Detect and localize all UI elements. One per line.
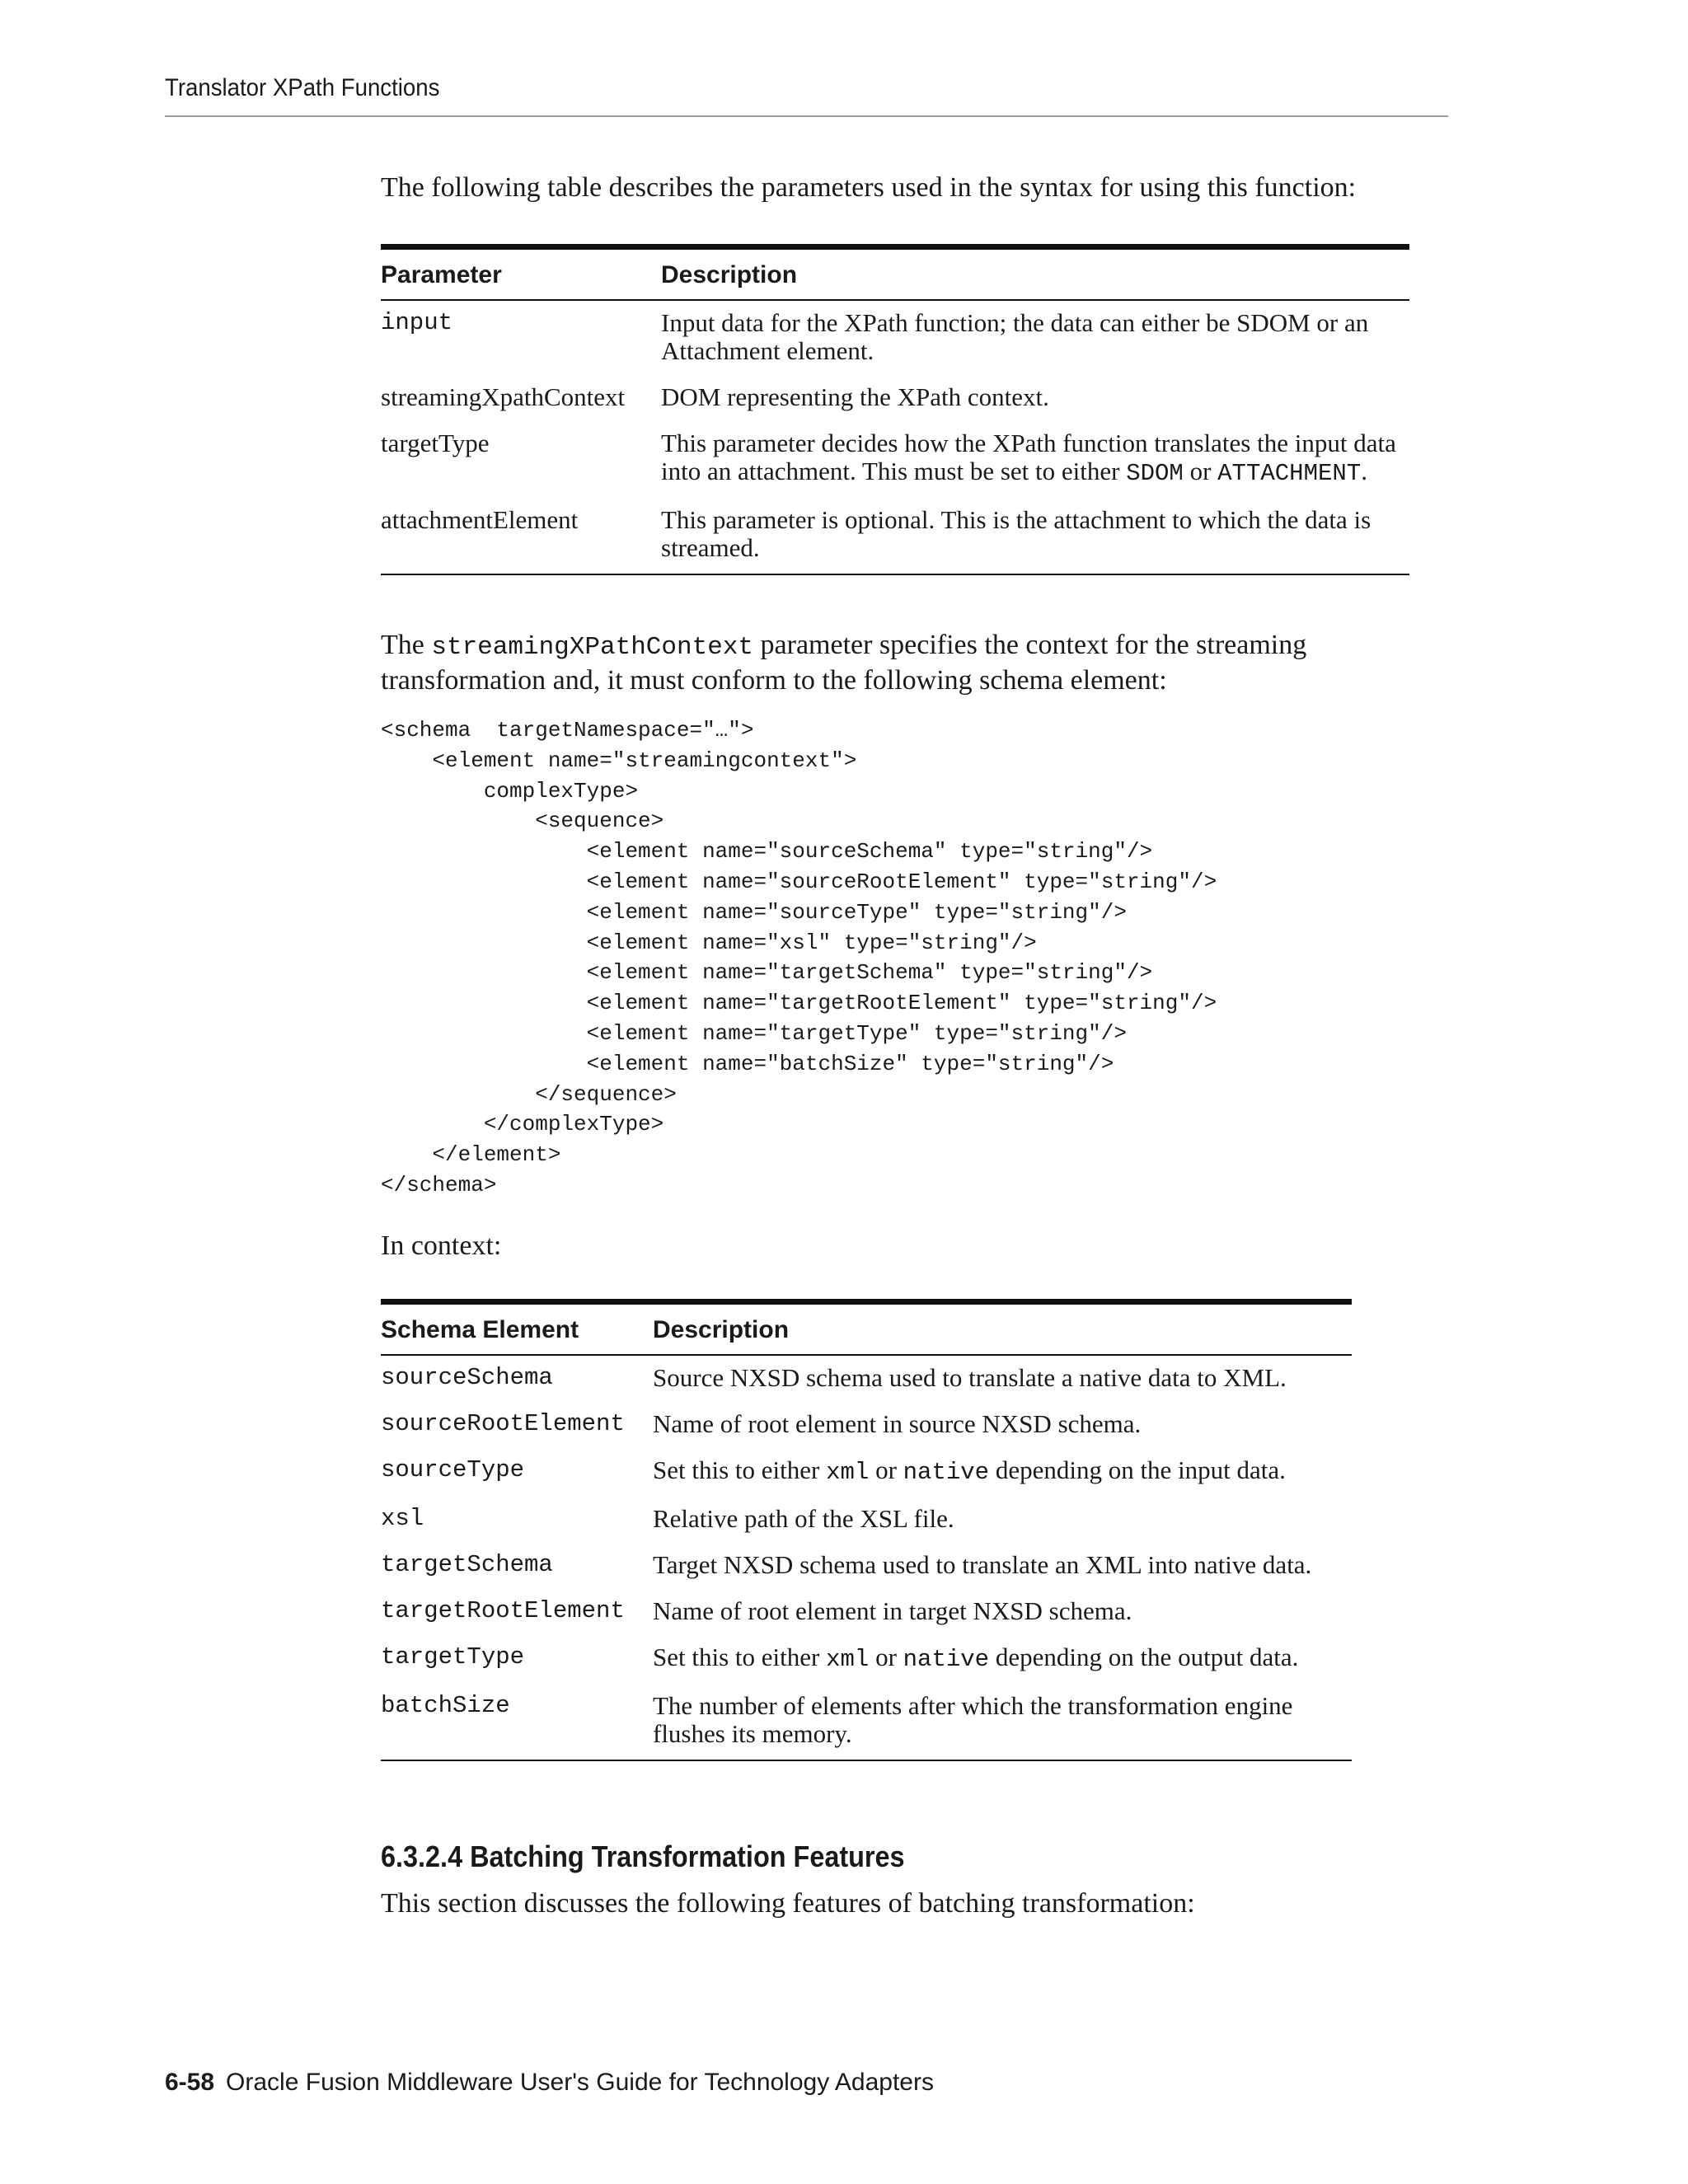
page-number: 6-58	[165, 2069, 215, 2096]
schema-element-description: Target NXSD schema used to translate an XML into native data.	[653, 1550, 1312, 1579]
desc-code: xml	[826, 1459, 870, 1486]
param-name: input	[381, 309, 453, 336]
desc-text: or	[1183, 457, 1218, 485]
table-row	[381, 1355, 1352, 1402]
schema-element-description: Name of root element in source NXSD schema.	[653, 1409, 1142, 1438]
parameters-table	[381, 244, 1409, 575]
desc-code: xml	[826, 1646, 870, 1673]
table-row	[381, 498, 1409, 574]
param-name: streamingXpathContext	[381, 382, 626, 411]
table-row	[381, 1684, 1352, 1760]
schema-element-description	[653, 1635, 1352, 1684]
desc-text: Set this to either	[653, 1455, 827, 1484]
intro-paragraph: The following table describes the parameters used in the syntax for using this function:	[381, 172, 1357, 203]
schema-element-description: The number of elements after which the transformation engine flushes its memory.	[653, 1691, 1293, 1748]
schema-element-name: sourceRootElement	[381, 1410, 625, 1437]
param-name: attachmentElement	[381, 505, 579, 534]
schema-element-name: sourceType	[381, 1456, 525, 1483]
column-header-description: Description	[661, 261, 798, 288]
section-paragraph: This section discusses the following features of batching transformation:	[381, 1888, 1195, 1919]
desc-code: native	[903, 1459, 990, 1486]
table-header-row	[381, 247, 1409, 301]
param-description	[661, 421, 1409, 498]
schema-element-name: xsl	[381, 1505, 424, 1532]
schema-element-description: Relative path of the XSL file.	[653, 1504, 954, 1533]
book-title: Oracle Fusion Middleware User's Guide for Technology Adapters	[226, 2069, 934, 2096]
param-description: DOM representing the XPath context.	[661, 382, 1049, 411]
table-row	[381, 375, 1409, 421]
table-row	[381, 1543, 1352, 1589]
context-paragraph	[381, 629, 1306, 697]
table-header-row	[381, 1302, 1352, 1356]
desc-code: ATTACHMENT	[1217, 460, 1362, 487]
table-row	[381, 300, 1409, 375]
schema-element-name: targetSchema	[381, 1551, 553, 1578]
in-context-label: In context:	[381, 1230, 502, 1261]
desc-text: or	[869, 1643, 903, 1671]
param-name: targetType	[381, 429, 490, 457]
header-rule	[165, 115, 1448, 117]
schema-element-name: targetType	[381, 1643, 525, 1671]
table-row	[381, 421, 1409, 498]
table-row	[381, 1589, 1352, 1635]
desc-text: depending on the input data.	[989, 1455, 1286, 1484]
param-description: Input data for the XPath function; the data can either be SDOM or an Attachment element.	[661, 308, 1369, 365]
desc-code: native	[903, 1646, 990, 1673]
table-row	[381, 1635, 1352, 1684]
param-description: This parameter is optional. This is the attachment to which the data is streamed.	[661, 505, 1372, 562]
schema-code-block: <schema targetNamespace="…"> <element name="streamingcontext"> complexType> <sequence> <element name="sourceSchema" type="string"/> <element name="sourceRootElement" type="string"/> <element name="sourceType" type="string"/> <element name="xsl" type="string"/> <element name="targetSchema" type="string"/> <element name="targetRootElement" type="string"/> <element name="targetType" type="string"/> <element name="batchSize" type="string"/> </sequence> </complexType> </element> </schema>	[381, 718, 1217, 1197]
desc-text: depending on the output data.	[989, 1643, 1299, 1671]
context-code: streamingXPathContext	[431, 633, 754, 662]
table-row	[381, 1448, 1352, 1497]
column-header-description: Description	[653, 1316, 790, 1343]
schema-element-description: Name of root element in target NXSD schema.	[653, 1596, 1132, 1625]
table-row	[381, 1402, 1352, 1448]
desc-text: or	[869, 1455, 903, 1484]
desc-text: .	[1361, 457, 1367, 485]
table-row	[381, 1497, 1352, 1543]
desc-text: Set this to either	[653, 1643, 827, 1671]
schema-element-name: targetRootElement	[381, 1597, 625, 1624]
column-header-schema-element: Schema Element	[381, 1316, 579, 1343]
desc-code: SDOM	[1126, 460, 1184, 487]
schema-element-description	[653, 1448, 1352, 1497]
context-text-line2: transformation and, it must conform to the following schema element:	[381, 665, 1167, 696]
column-header-parameter: Parameter	[381, 261, 502, 288]
desc-text: This parameter decides how the XPath function translates the input data into an attachment. This must be set to either	[661, 429, 1396, 485]
context-text: parameter specifies the context for the streaming	[753, 630, 1307, 660]
section-heading: 6.3.2.4 Batching Transformation Features	[381, 1840, 905, 1873]
schema-element-description: Source NXSD schema used to translate a native data to XML.	[653, 1363, 1287, 1392]
schema-elements-table	[381, 1299, 1352, 1761]
schema-element-name: sourceSchema	[381, 1364, 553, 1391]
context-text: The	[381, 630, 432, 660]
schema-element-name: batchSize	[381, 1692, 510, 1719]
page-footer	[165, 2069, 934, 2097]
running-head: Translator XPath Functions	[165, 74, 440, 101]
